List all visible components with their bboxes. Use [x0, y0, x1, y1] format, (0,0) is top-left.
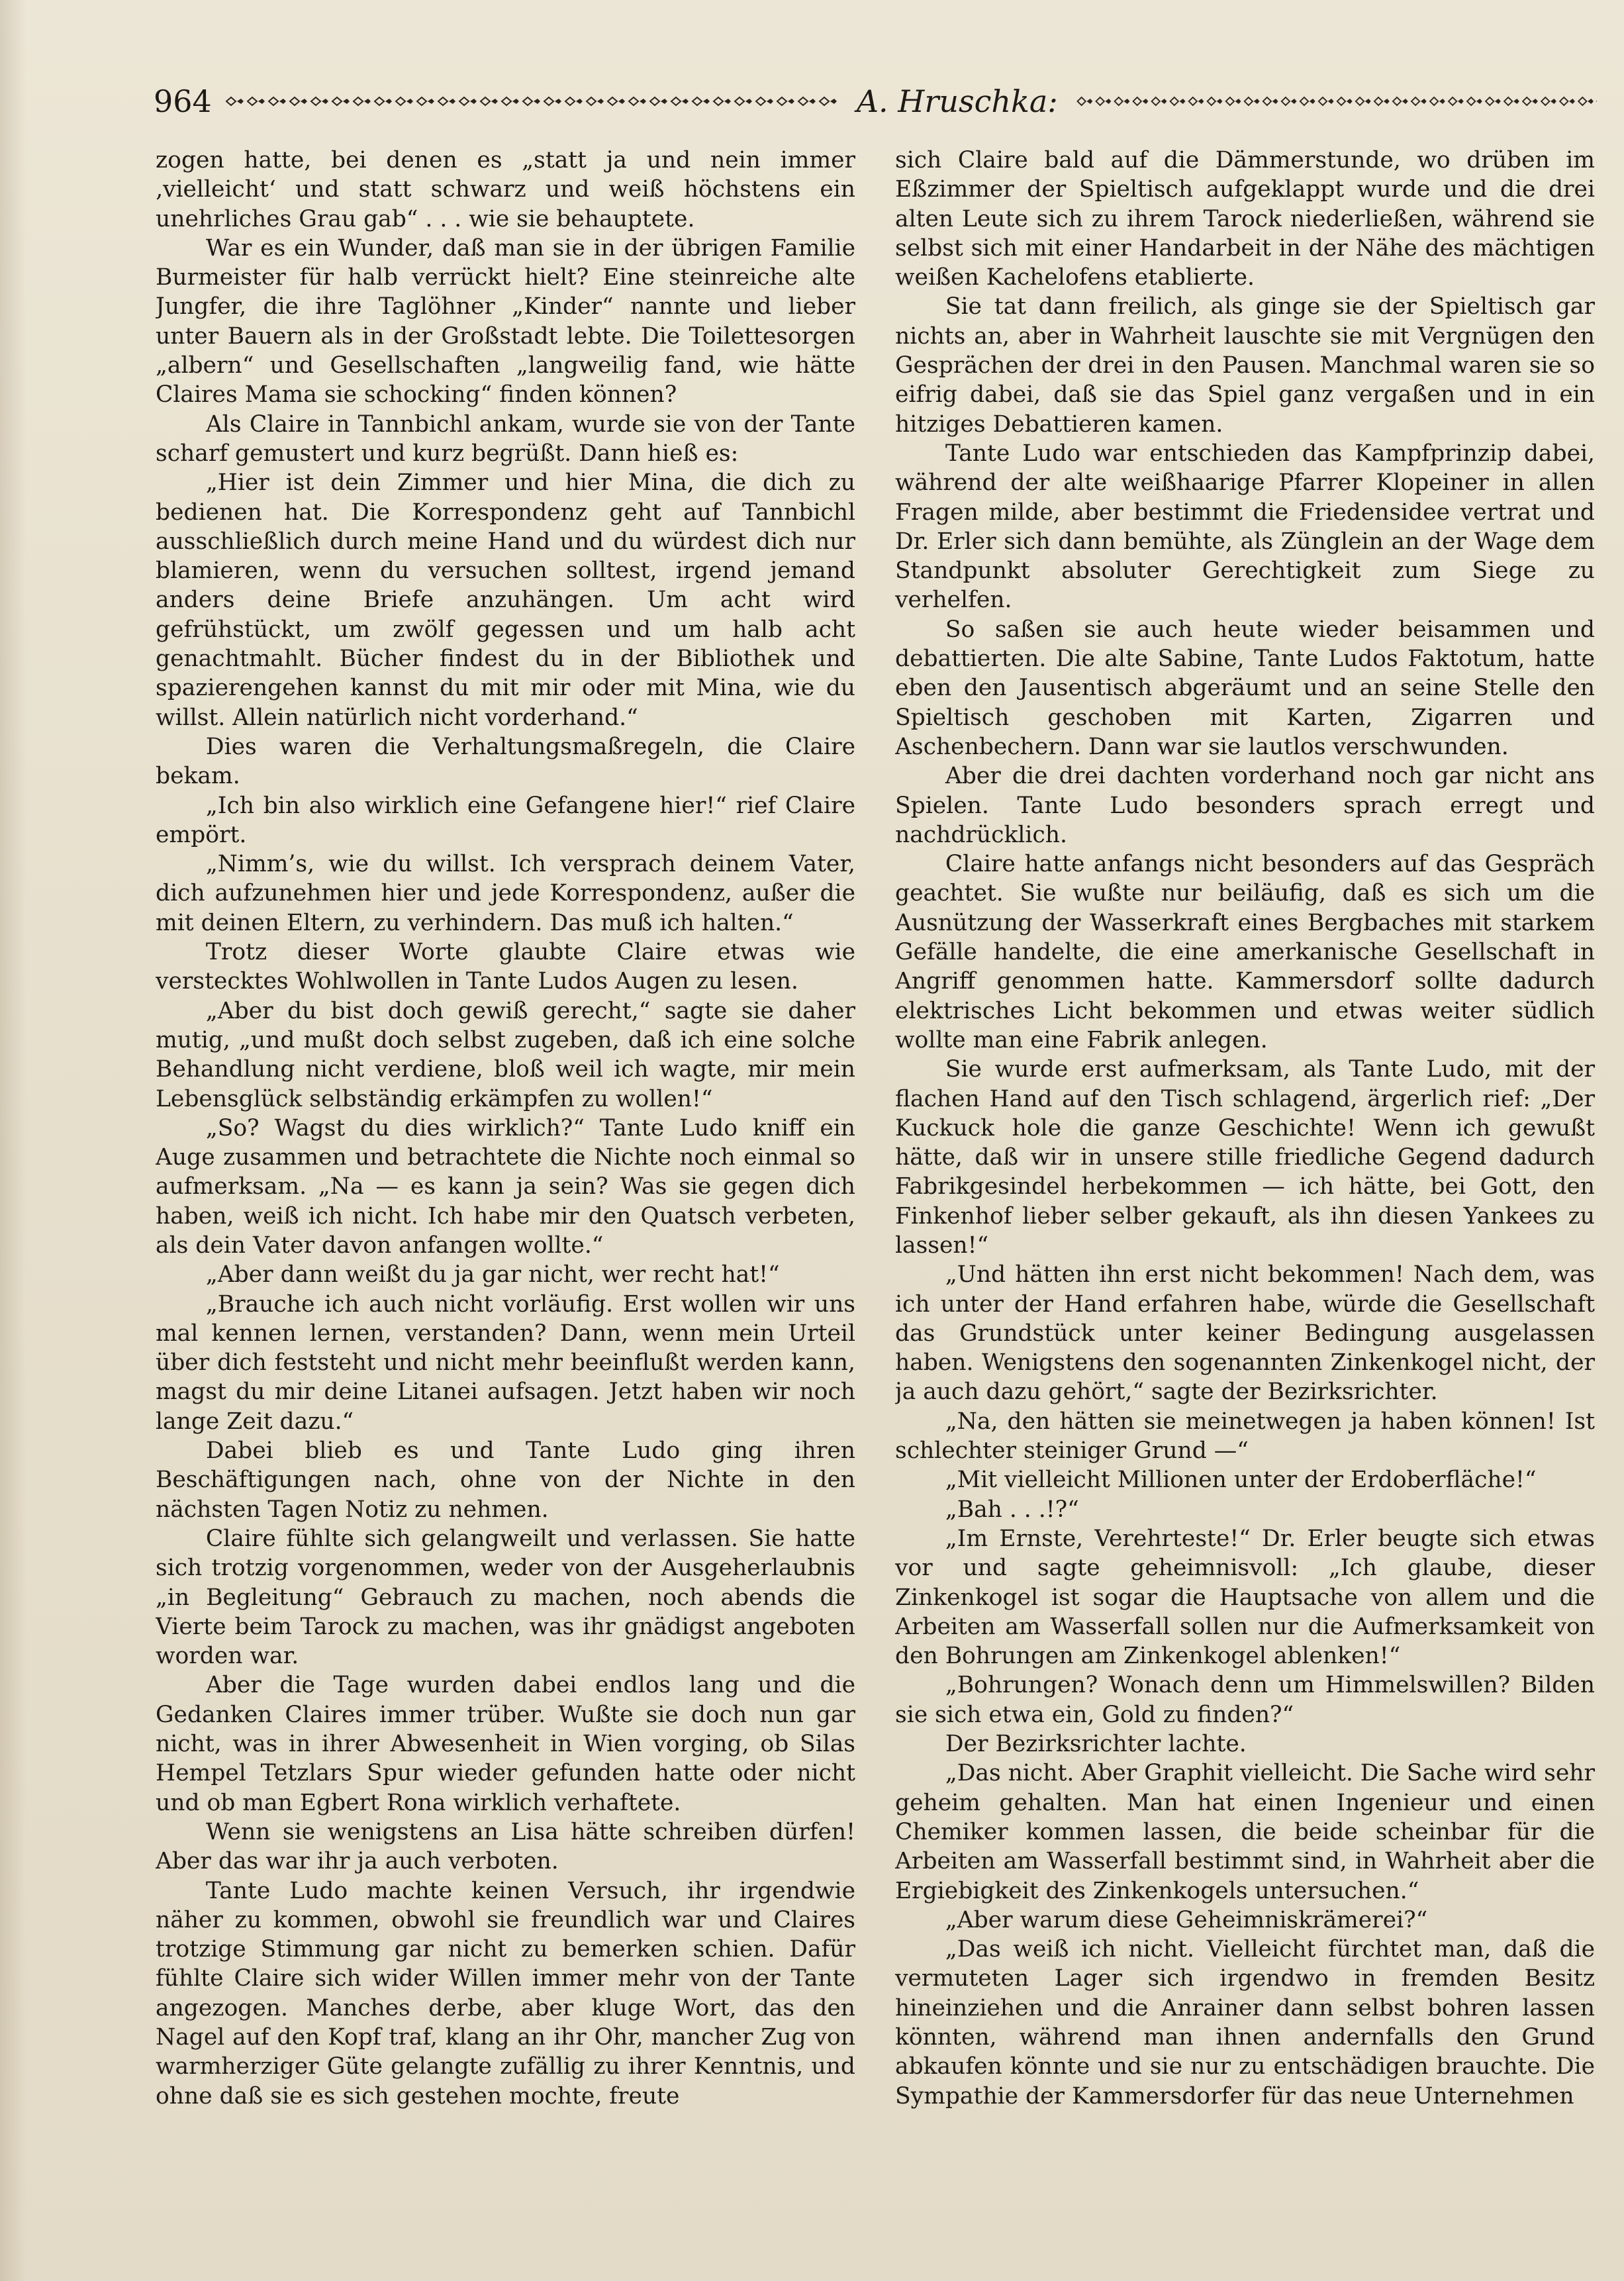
paragraph: „Aber du bist doch gewiß gerecht,“ sagte sie daher mutig, „und mußt doch selbst zugeben, daß ich eine solche Behandlung nicht verdiene, bloß weil ich wagte, mir mein Lebensglück selbständig erkämpfen zu wollen!“	[156, 997, 855, 1112]
paragraph: „Mit vielleicht Millionen unter der Erdoberfläche!“	[945, 1467, 1537, 1494]
page-number: 964	[154, 83, 212, 119]
paragraph: sich Claire bald auf die Dämmerstunde, wo drüben im Eßzimmer der Spieltisch aufgeklappt wurde und die drei alten Leute sich zu ihrem Tarock niederließen, während sie selbst sich mit einer Handarbeit in der Nähe des mächtigen weißen Kachelofens etablierte.	[895, 147, 1595, 291]
paragraph: So saßen sie auch heute wieder beisammen und debattierten. Die alte Sabine, Tante Ludos Faktotum, hatte eben den Jausentisch abgeräumt und an seine Stelle den Spieltisch geschoben mit Karten, Zigarren und Aschenbechern. Dann war sie lautlos verschwunden.	[895, 616, 1595, 760]
text-column-right	[895, 146, 1595, 2231]
text-columns	[156, 146, 1596, 2231]
paragraph: „Brauche ich auch nicht vorläufig. Erst wollen wir uns mal kennen lernen, verstanden? Dann, wenn mein Urteil über dich feststeht und nicht mehr beeinflußt werden kann, magst du mir deine Litanei aufsagen. Jetzt haben wir noch lange Zeit dazu.“	[156, 1290, 855, 1435]
paragraph: „Ich bin also wirklich eine Gefangene hier!“ rief Claire empört.	[156, 792, 855, 848]
paragraph: „Aber warum diese Geheimniskrämerei?“	[945, 1906, 1428, 1933]
ornament-rule-right	[1075, 95, 1597, 108]
paragraph: zogen hatte, bei denen es „statt ja und nein immer ‚vielleicht‘ und statt schwarz und weiß höchstens ein unehrliches Grau gab“ . . . wie sie behauptete.	[156, 147, 855, 232]
paragraph: Trotz dieser Worte glaubte Claire etwas wie verstecktes Wohlwollen in Tante Ludos Augen zu lesen.	[156, 939, 855, 995]
paragraph: Tante Ludo war entschieden das Kampfprinzip dabei, während der alte weißhaarige Pfarrer Klopeiner in allen Fragen milde, aber bestimmt die Friedensidee vertrat und Dr. Erler sich dann bemühte, als Zünglein an der Wage dem Standpunkt absoluter Gerechtigkeit zum Siege zu verhelfen.	[895, 440, 1595, 614]
paragraph: „Und hätten ihn erst nicht bekommen! Nach dem, was ich unter der Hand erfahren habe, würde die Gesellschaft das Grundstück unter keiner Bedingung ausgelassen haben. Wenigstens den sogenannten Zinkenkogel nicht, der ja auch dazu gehört,“ sagte der Bezirksrichter.	[895, 1261, 1595, 1406]
paragraph: Aber die Tage wurden dabei endlos lang und die Gedanken Claires immer trüber. Wußte sie doch nun gar nicht, was in ihrer Abwesenheit in Wien vorging, ob Silas Hempel Tetzlars Spur wieder gefunden hatte oder nicht und ob man Egbert Rona wirklich verhaftete.	[156, 1672, 855, 1816]
paragraph: „Das nicht. Aber Graphit vielleicht. Die Sache wird sehr geheim gehalten. Man hat einen Ingenieur und einen Chemiker kommen lassen, die beide scheinbar für die Arbeiten am Wasserfall bestimmt sind, in Wahrheit aber die Ergiebigkeit des Zinkenkogels untersuchen.“	[895, 1760, 1595, 1904]
paragraph: Wenn sie wenigstens an Lisa hätte schreiben dürfen! Aber das war ihr ja auch verboten.	[156, 1818, 855, 1875]
paragraph: Tante Ludo machte keinen Versuch, ihr irgendwie näher zu kommen, obwohl sie freundlich war und Claires trotzige Stimmung gar nicht zu bemerken schien. Dafür fühlte Claire sich wider Willen immer mehr von der Tante angezogen. Manches derbe, aber kluge Wort, das den Nagel auf den Kopf traf, klang an ihr Ohr, mancher Zug von warmherziger Güte gelangte zufällig zu ihrer Kenntnis, und ohne daß sie es sich gestehen mochte, freute	[156, 1877, 855, 2110]
paragraph: „So? Wagst du dies wirklich?“ Tante Ludo kniff ein Auge zusammen und betrachtete die Nichte noch einmal so aufmerksam. „Na — es kann ja sein? Was sie gegen dich haben, weiß ich nicht. Ich habe mir den Quatsch verbeten, als dein Vater davon anfangen wollte.“	[156, 1114, 855, 1259]
ornament-rule-left	[224, 95, 839, 108]
paragraph: „Hier ist dein Zimmer und hier Mina, die dich zu bedienen hat. Die Korrespondenz geht auf Tannbichl ausschließlich durch meine Hand und du würdest dich nur blamieren, wenn du versuchen solltest, irgend jemand anders deine Briefe anzuhängen. Um acht wird gefrühstückt, um zwölf gegessen und um halb acht genachtmahlt. Bücher findest du in der Bibliothek und spazierengehen kannst du mit mir oder mit Mina, wie du willst. Allein natürlich nicht vorderhand.“	[156, 469, 855, 731]
paragraph: „Aber dann weißt du ja gar nicht, wer recht hat!“	[205, 1261, 780, 1288]
paragraph: Dies waren die Verhaltungsmaßregeln, die Claire bekam.	[156, 733, 855, 790]
paragraph: „Bah . . .!?“	[945, 1496, 1079, 1523]
paragraph: Sie tat dann freilich, als ginge sie der Spieltisch gar nichts an, aber in Wahrheit lauschte sie mit Vergnügen den Gesprächen der drei in den Pausen. Manchmal waren sie so eifrig dabei, daß sie das Spiel ganz vergaßen und in ein hitziges Debattieren kamen.	[895, 293, 1595, 438]
paragraph: „Das weiß ich nicht. Vielleicht fürchtet man, daß die vermuteten Lager sich irgendwo in fremden Besitz hineinziehen und die Anrainer dann selbst bohren lassen könnten, während man ihnen andernfalls den Grund abkaufen könnte und sie nur zu entschädigen brauchte. Die Sympathie der Kammersdorfer für das neue Unternehmen	[895, 1936, 1595, 2110]
paragraph: Sie wurde erst aufmerksam, als Tante Ludo, mit der flachen Hand auf den Tisch schlagend, ärgerlich rief: „Der Kuckuck hole die ganze Geschichte! Wenn ich gewußt hätte, daß wir in unsere stille friedliche Gegend dadurch Fabrikgesindel herbekommen — ich hätte, bei Gott, den Finkenhof lieber selber gekauft, als ihn diesen Yankees zu lassen!“	[895, 1056, 1595, 1259]
running-header-title: A. Hruschka:	[856, 83, 1058, 119]
text-column-left	[156, 146, 855, 2231]
paragraph: „Im Ernste, Verehrteste!“ Dr. Erler beugte sich etwas vor und sagte geheimnisvoll: „Ich glaube, dieser Zinkenkogel ist sogar die Hauptsache von allem und die Arbeiten am Wasserfall sollen nur die Aufmerksamkeit von den Bohrungen am Zinkenkogel ablenken!“	[895, 1525, 1595, 1670]
running-header	[154, 78, 1597, 124]
paragraph: Aber die drei dachten vorderhand noch gar nicht ans Spielen. Tante Ludo besonders sprach erregt und nachdrücklich.	[895, 763, 1595, 848]
paragraph: „Na, den hätten sie meinetwegen ja haben können! Ist schlechter steiniger Grund —“	[895, 1408, 1595, 1465]
paragraph: Der Bezirksrichter lachte.	[945, 1731, 1247, 1758]
page-edge-shadow	[0, 0, 26, 2281]
paragraph: Dabei blieb es und Tante Ludo ging ihren Beschäftigungen nach, ohne von der Nichte in den nächsten Tagen Notiz zu nehmen.	[156, 1437, 855, 1523]
paragraph: Claire hatte anfangs nicht besonders auf das Gespräch geachtet. Sie wußte nur beiläufig, daß es sich um die Ausnützung der Wasserkraft eines Bergbaches mit starkem Gefälle handelte, die eine amerkanische Gesellschaft in Angriff genommen hatte. Kammersdorf sollte dadurch elektrisches Licht bekommen und etwas weiter südlich wollte man eine Fabrik anlegen.	[895, 851, 1595, 1053]
paragraph: War es ein Wunder, daß man sie in der übrigen Familie Burmeister für halb verrückt hielt? Eine steinreiche alte Jungfer, die ihre Taglöhner „Kinder“ nannte und lieber unter Bauern als in der Großstadt lebte. Die Toilettesorgen „albern“ und Gesellschaften „langweilig fand, wie hätte Claires Mama sie schocking“ finden können?	[156, 234, 855, 409]
paragraph: „Nimm’s, wie du willst. Ich versprach deinem Vater, dich aufzunehmen hier und jede Korrespondenz, außer die mit deinen Eltern, zu verhindern. Das muß ich halten.“	[156, 851, 855, 936]
paragraph: „Bohrungen? Wonach denn um Himmelswillen? Bilden sie sich etwa ein, Gold zu finden?“	[895, 1672, 1595, 1728]
paragraph: Als Claire in Tannbichl ankam, wurde sie von der Tante scharf gemustert und kurz begrüßt. Dann hieß es:	[156, 411, 855, 467]
paragraph: Claire fühlte sich gelangweilt und verlassen. Sie hatte sich trotzig vorgenommen, weder von der Ausgeherlaubnis „in Begleitung“ Gebrauch zu machen, noch abends die Vierte beim Tarock zu machen, was ihr gnädigst angeboten worden war.	[156, 1525, 855, 1670]
